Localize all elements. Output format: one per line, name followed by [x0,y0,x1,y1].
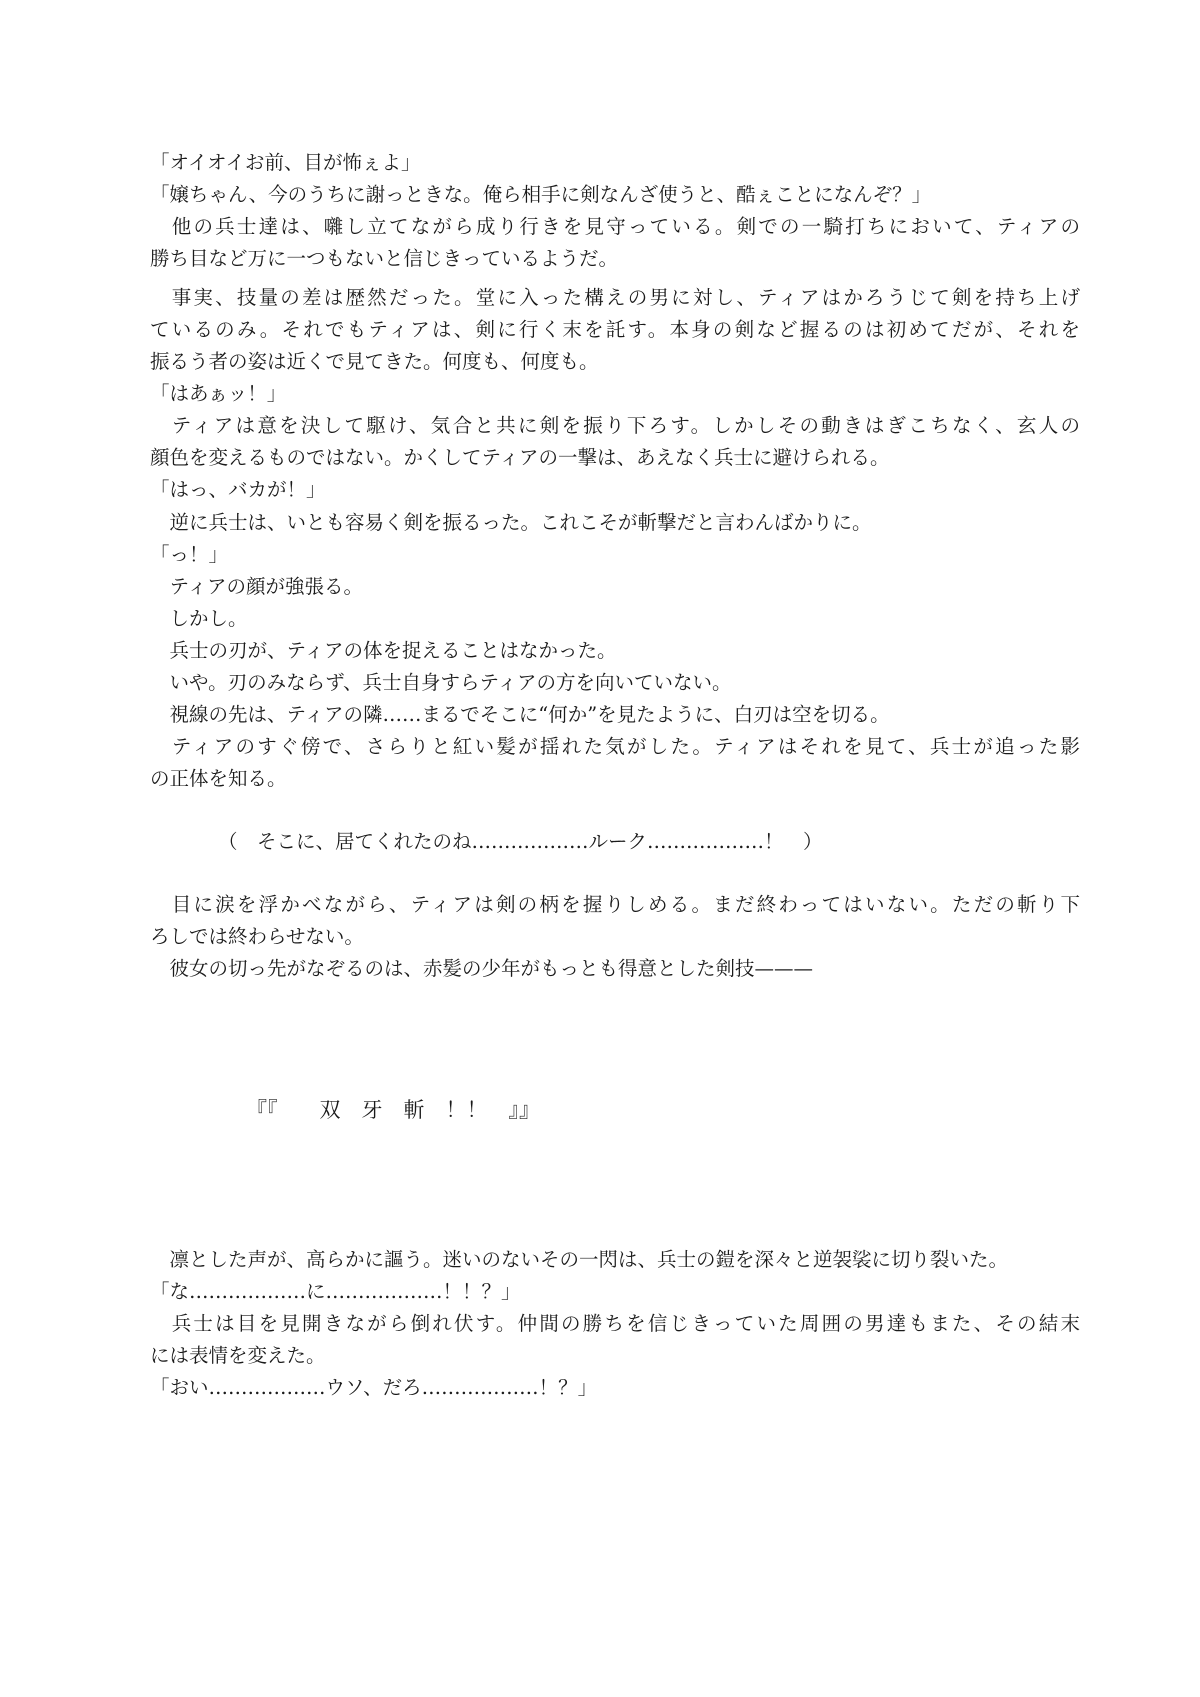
text-line: いや。刃のみならず、兵士自身すらティアの方を向いていない。 [150,671,732,694]
inner-thought-line: （ そこに、居てくれたのね………………ルーク………………！ ） [218,830,823,853]
text-line: しかし。 [150,607,248,630]
text-line: 「な………………に………………！！？」 [150,1280,521,1303]
finisher-shout: 『『 双 牙 斬 ！！ 』』 [246,1098,540,1122]
text-line: 「はっ、バカが！」 [150,478,326,501]
text-line: 彼女の切っ先がなぞるのは、赤髪の少年がもっとも得意とした剣技——— [150,957,814,980]
text-line: 勝ち目など万に一つもないと信じきっているようだ。 [150,247,619,270]
text-line: 兵士は目を見開きながら倒れ伏す。仲間の勝ちを信じきっていた周囲の男達もまた、その結末 [150,1312,1080,1335]
text-line: 事実、技量の差は歴然だった。堂に入った構えの男に対し、ティアはかろうじて剣を持ち上げ [150,286,1080,309]
text-line: 兵士の刃が、ティアの体を捉えることはなかった。 [150,639,617,662]
text-line: ろしでは終わらせない。 [150,925,364,948]
text-line: 「っ！」 [150,543,229,566]
text-line: 逆に兵士は、いとも容易く剣を振るった。これこそが斬撃だと言わんばかりに。 [150,511,872,534]
text-line: ティアは意を決して駆け、気合と共に剣を振り下ろす。しかしその動きはぎこちなく、玄人の [150,414,1080,437]
text-line: の正体を知る。 [150,767,287,790]
text-line: 視線の先は、ティアの隣……まるでそこに“何か”を見たように、白刃は空を切る。 [150,703,890,726]
text-line: 他の兵士達は、囃し立てながら成り行きを見守っている。剣での一騎打ちにおいて、ティアの [150,215,1080,238]
text-line: 凛とした声が、高らかに謳う。迷いのないその一閃は、兵士の鎧を深々と逆袈裟に切り裂いた。 [150,1248,1009,1271]
text-line: 顔色を変えるものではない。かくしてティアの一撃は、あえなく兵士に避けられる。 [150,446,890,469]
text-line: 「オイオイお前、目が怖ぇよ」 [150,151,421,174]
text-line: 目に涙を浮かべながら、ティアは剣の柄を握りしめる。まだ終わってはいない。ただの斬り下 [150,893,1080,916]
text-line: ティアのすぐ傍で、さらりと紅い髪が揺れた気がした。ティアはそれを見て、兵士が追った影 [150,735,1080,758]
text-line: ているのみ。それでもティアは、剣に行く末を託す。本身の剣など握るのは初めてだが、それを [150,318,1080,341]
text-line: 「はあぁッ！」 [150,382,287,405]
text-line: ティアの顔が強張る。 [150,575,363,598]
text-line: 振るう者の姿は近くで見てきた。何度も、何度も。 [150,350,599,373]
text-line: 「嬢ちゃん、今のうちに謝っときな。俺ら相手に剣なんざ使うと、酷ぇことになんぞ？」 [150,183,932,206]
text-line: 「おい………………ウソ、だろ………………！？」 [150,1376,598,1399]
text-line: には表情を変えた。 [150,1344,326,1367]
